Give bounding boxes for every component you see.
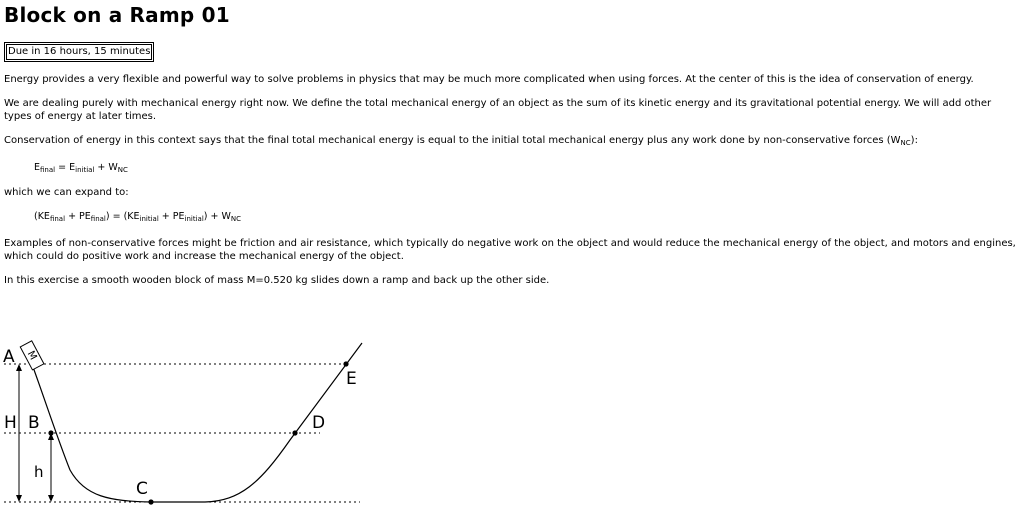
label-d: D (312, 413, 326, 433)
point-c (148, 499, 153, 504)
point-e (343, 361, 348, 366)
paragraph-expand: which we can expand to: (4, 187, 129, 198)
label-a: A (3, 347, 15, 367)
conservation-text: Conservation of energy in this context says that the final total mechanical energy is equal to the initial total mechanical energy plus any work done by non-conservative forces (W (4, 135, 901, 146)
paragraph-conservation (4, 134, 1020, 150)
point-b (48, 430, 53, 435)
due-date-box (4, 42, 154, 62)
equation-energy: $E_{final} = E_{initial} + W_{NC}$ (34, 162, 128, 174)
block (20, 341, 44, 370)
label-b: B (28, 413, 40, 433)
block-label: M (24, 349, 39, 362)
ramp-diagram (0, 315, 370, 515)
paragraph-exercise: In this exercise a smooth wooden block of mass M=0.520 kg slides down a ramp and back up the other side. (4, 275, 550, 286)
label-c: C (136, 479, 148, 499)
label-h-small: h (34, 463, 44, 481)
paragraph-nonconservative: Examples of non-conservative forces might be friction and air resistance, which typically do negative work on the object and would reduce the mechanical energy of the object, and motors and engines, which could do positive work and increase the mechanical energy of the object. (4, 238, 1016, 262)
label-h-big: H (4, 413, 17, 433)
due-date-text: Due in 16 hours, 15 minutes (6, 44, 152, 60)
height-arrow-h-bottom (16, 495, 22, 502)
point-d (292, 430, 297, 435)
label-e: E (346, 369, 357, 389)
paragraph-mechanical-energy: We are dealing purely with mechanical energy right now. We define the total mechanical energy of an object as the sum of its kinetic energy and its gravitational potential energy. We will add other types of energy at later times. (4, 98, 992, 122)
conservation-sub: NC (900, 139, 911, 147)
conservation-end: ): (910, 135, 918, 146)
height-arrow-small-bottom (48, 495, 54, 502)
paragraph-intro: Energy provides a very flexible and powerful way to solve problems in physics that may be much more complicated when using forces. At the center of this is the idea of conservation of energy. (4, 74, 974, 85)
equation-expanded: $(KE_{final} + PE_{final}) = (KE_{initial} + PE_{initial}) + W_{NC}$ (34, 211, 241, 223)
height-arrow-h-top (16, 364, 22, 371)
page-title: Block on a Ramp 01 (4, 3, 230, 27)
